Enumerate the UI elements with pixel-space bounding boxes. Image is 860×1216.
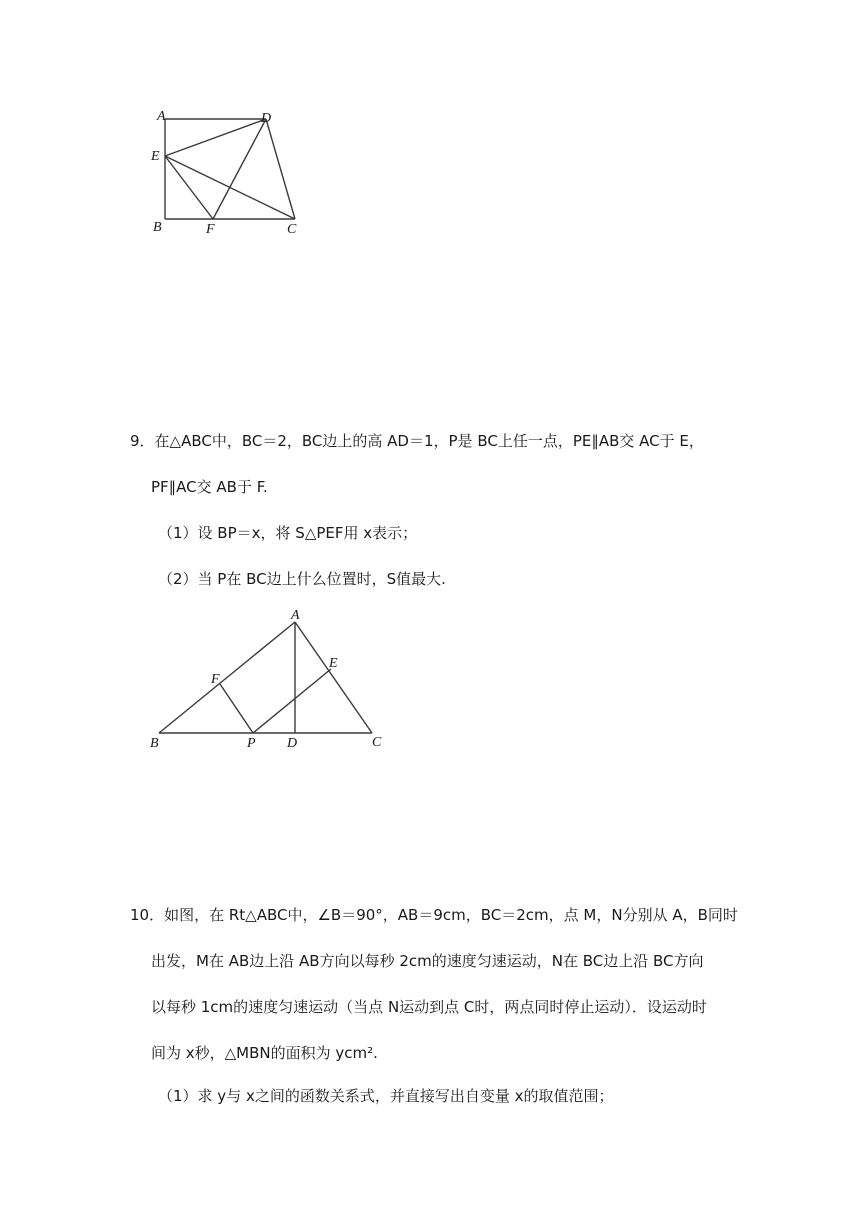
label-D: D [261, 111, 272, 126]
label-D: D [287, 736, 298, 751]
label-C: C [372, 735, 382, 750]
label-P: P [247, 736, 256, 751]
label-A: A [291, 608, 300, 623]
q10-line-4: 间为 x秒，△MBN的面积为 ycm². [151, 1044, 378, 1062]
label-B: B [150, 736, 159, 751]
q10-line-2: 出发，M在 AB边上沿 AB方向以每秒 2cm的速度匀速运动，N在 BC边上沿 BC方向 [151, 952, 704, 970]
segment-PE [253, 669, 331, 733]
label-B: B [153, 220, 162, 235]
segment-AC [295, 622, 372, 733]
label-F: F [211, 672, 220, 687]
segment-ED [165, 119, 266, 156]
q9-part-2: （2）当 P在 BC边上什么位置时，S值最大. [158, 570, 446, 588]
q10-part-1: （1）求 y与 x之间的函数关系式，并直接写出自变量 x的取值范围； [158, 1087, 614, 1105]
segment-EF [165, 156, 213, 219]
q10-line-3: 以每秒 1cm的速度匀速运动（当点 N运动到点 C时，两点同时停止运动）．设运动时 [151, 998, 707, 1016]
label-A: A [157, 109, 166, 124]
q9-line-1: 9．在△ABC中，BC＝2，BC边上的高 AD＝1，P是 BC上任一点，PE∥AB交 AC于 E， [130, 432, 704, 450]
figure-triangle [140, 600, 400, 755]
q9-line-2: PF∥AC交 AB于 F. [151, 478, 268, 496]
segment-DF [213, 119, 266, 219]
segment-AB [159, 622, 295, 733]
q9-part-1: （1）设 BP＝x，将 S△PEF用 x表示； [158, 524, 418, 542]
label-E: E [329, 656, 338, 671]
q10-line-1: 10．如图，在 Rt△ABC中，∠B＝90°，AB＝9cm，BC＝2cm，点 M，N分别从 A，B同时 [130, 906, 738, 924]
figure-quadrilateral [140, 100, 320, 245]
segment-DC [266, 119, 295, 219]
label-E: E [151, 149, 160, 164]
segment-EC [165, 156, 295, 219]
segment-PF [220, 684, 253, 733]
label-C: C [287, 222, 297, 237]
label-F: F [206, 222, 215, 237]
